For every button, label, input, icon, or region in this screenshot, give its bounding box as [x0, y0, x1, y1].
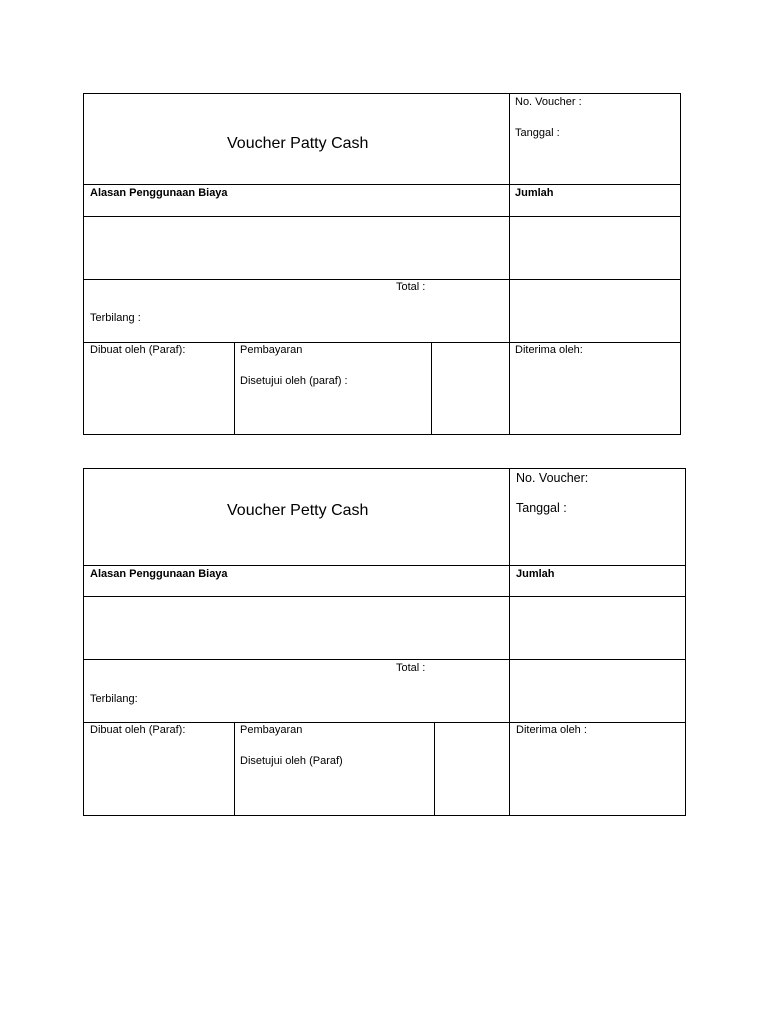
alasan-entry-field[interactable]: [84, 217, 509, 279]
alasan-header: Alasan Penggunaan Biaya: [90, 568, 228, 580]
jumlah-header: Jumlah: [515, 187, 554, 199]
total-amount-field[interactable]: [510, 660, 686, 722]
tanggal-label: Tanggal :: [515, 127, 560, 139]
voucher-form-2: [83, 468, 686, 816]
bottom-column-divider: [234, 342, 235, 435]
total-label: Total :: [396, 281, 426, 293]
bottom-column-divider: [434, 722, 435, 816]
pembayaran-label: Pembayaran: [240, 344, 303, 356]
tanggal-label: Tanggal :: [516, 501, 567, 515]
alasan-entry-field[interactable]: [84, 597, 509, 659]
disetujui-oleh-label: Disetujui oleh (paraf) :: [240, 375, 348, 387]
jumlah-entry-field[interactable]: [510, 597, 686, 659]
row-divider: [84, 565, 686, 566]
total-amount-field[interactable]: [510, 280, 681, 342]
pembayaran-label: Pembayaran: [240, 724, 303, 736]
dibuat-oleh-label: Dibuat oleh (Paraf):: [90, 724, 186, 736]
voucher-form-1: [83, 93, 681, 435]
terbilang-label: Terbilang :: [90, 312, 141, 324]
row-divider: [84, 184, 681, 185]
no-voucher-label: No. Voucher:: [516, 471, 589, 485]
bottom-column-divider: [234, 722, 235, 816]
no-voucher-label: No. Voucher :: [515, 96, 582, 108]
jumlah-header: Jumlah: [516, 568, 555, 580]
terbilang-label: Terbilang:: [90, 693, 138, 705]
dibuat-oleh-label: Dibuat oleh (Paraf):: [90, 344, 186, 356]
bottom-column-divider: [431, 342, 432, 435]
jumlah-entry-field[interactable]: [510, 217, 681, 279]
disetujui-oleh-label: Disetujui oleh (Paraf): [240, 755, 343, 767]
voucher-title: Voucher Patty Cash: [227, 135, 369, 152]
diterima-oleh-label: Diterima oleh:: [515, 344, 583, 356]
total-label: Total :: [396, 662, 426, 674]
alasan-header: Alasan Penggunaan Biaya: [90, 187, 228, 199]
voucher-title: Voucher Petty Cash: [227, 502, 369, 519]
diterima-oleh-label: Diterima oleh :: [516, 724, 587, 736]
